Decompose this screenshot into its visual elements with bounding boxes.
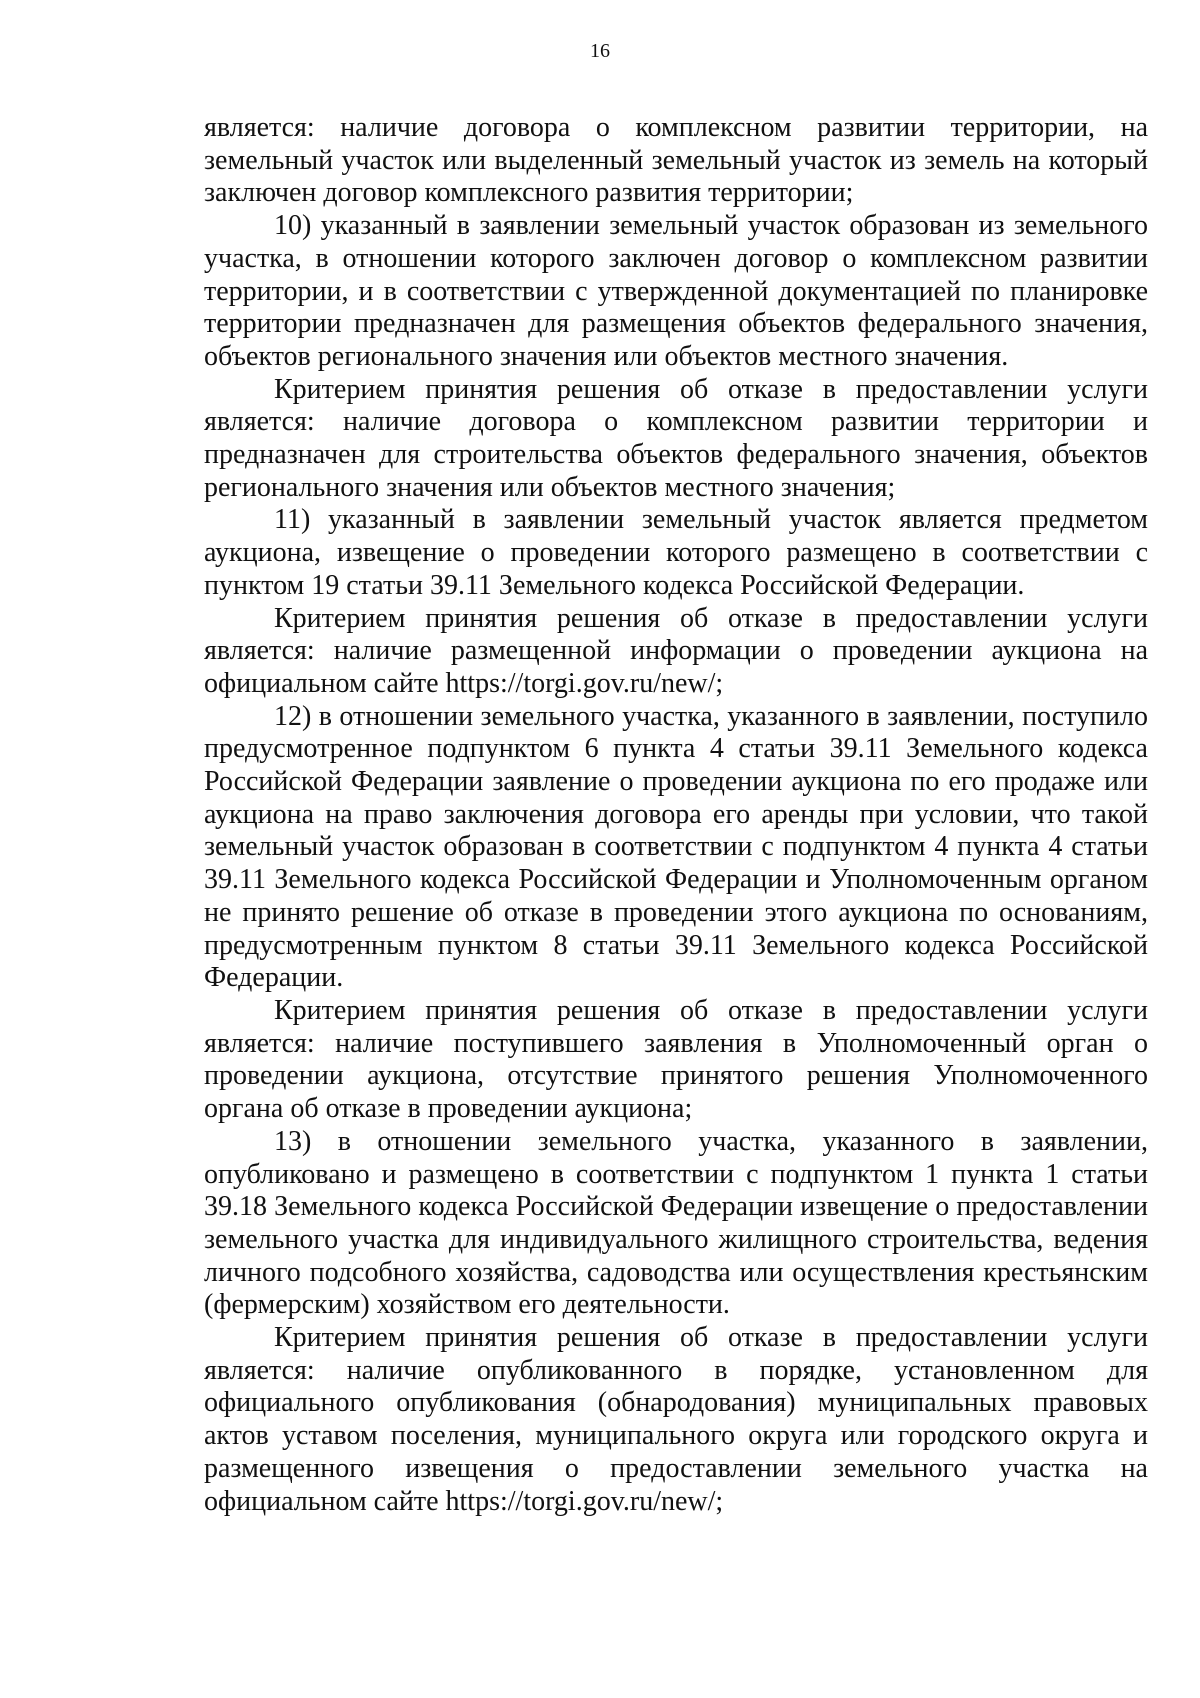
- paragraph-4: 11) указанный в заявлении земельный участок является предметом аукциона, извещение о проведении которого размещено в соответствии с пунктом 19 статьи 39.11 Земельного кодекса Российской Федерации.: [204, 504, 1148, 601]
- paragraph-7: Критерием принятия решения об отказе в предоставлении услуги является: наличие поступившего заявления в Уполномоченный орган о проведении аукциона, отсутствие принятого решения Уполномоченного органа об отказе в проведении аукциона;: [204, 994, 1148, 1125]
- paragraph-9: Критерием принятия решения об отказе в предоставлении услуги является: наличие опубликованного в порядке, установленном для официального опубликования (обнародования) муниципальных правовых актов уставом поселения, муниципального округа или городского округа и размещенного извещения о предоставлении земельного участка на официальном сайте https://torgi.gov.ru/new/;: [204, 1322, 1148, 1517]
- page-number: 16: [590, 40, 610, 62]
- document-body: [204, 112, 1148, 1518]
- paragraph-5: Критерием принятия решения об отказе в предоставлении услуги является: наличие размещенной информации о проведении аукциона на официальном сайте https://torgi.gov.ru/new/;: [204, 602, 1148, 699]
- paragraph-6: 12) в отношении земельного участка, указанного в заявлении, поступило предусмотренное подпунктом 6 пункта 4 статьи 39.11 Земельного кодекса Российской Федерации заявление о проведении аукциона по его продаже или аукциона на право заключения договора его аренды при условии, что такой земельный участок образован в соответствии с подпунктом 4 пункта 4 статьи 39.11 Земельного кодекса Российской Федерации и Уполномоченным органом не принято решение об отказе в проведении этого аукциона по основаниям, предусмотренным пунктом 8 статьи 39.11 Земельного кодекса Российской Федерации.: [204, 700, 1148, 994]
- paragraph-8: 13) в отношении земельного участка, указанного в заявлении, опубликовано и размещено в соответствии с подпунктом 1 пункта 1 статьи 39.18 Земельного кодекса Российской Федерации извещение о предоставлении земельного участка для индивидуального жилищного строительства, ведения личного подсобного хозяйства, садоводства или осуществления крестьянским (фермерским) хозяйством его деятельности.: [204, 1125, 1148, 1321]
- paragraph-2: 10) указанный в заявлении земельный участок образован из земельного участка, в отношении которого заключен договор о комплексном развитии территории, и в соответствии с утвержденной документацией по планировке территории предназначен для размещения объектов федерального значения, объектов регионального значения или объектов местного значения.: [204, 210, 1148, 372]
- paragraph-3: Критерием принятия решения об отказе в предоставлении услуги является: наличие договора о комплексном развитии территории и предназначен для строительства объектов федерального значения, объектов регионального значения или объектов местного значения;: [204, 373, 1148, 503]
- paragraph-1: является: наличие договора о комплексном развитии территории, на земельный участок или выделенный земельный участок из земель на который заключен договор комплексного развития территории;: [204, 112, 1148, 209]
